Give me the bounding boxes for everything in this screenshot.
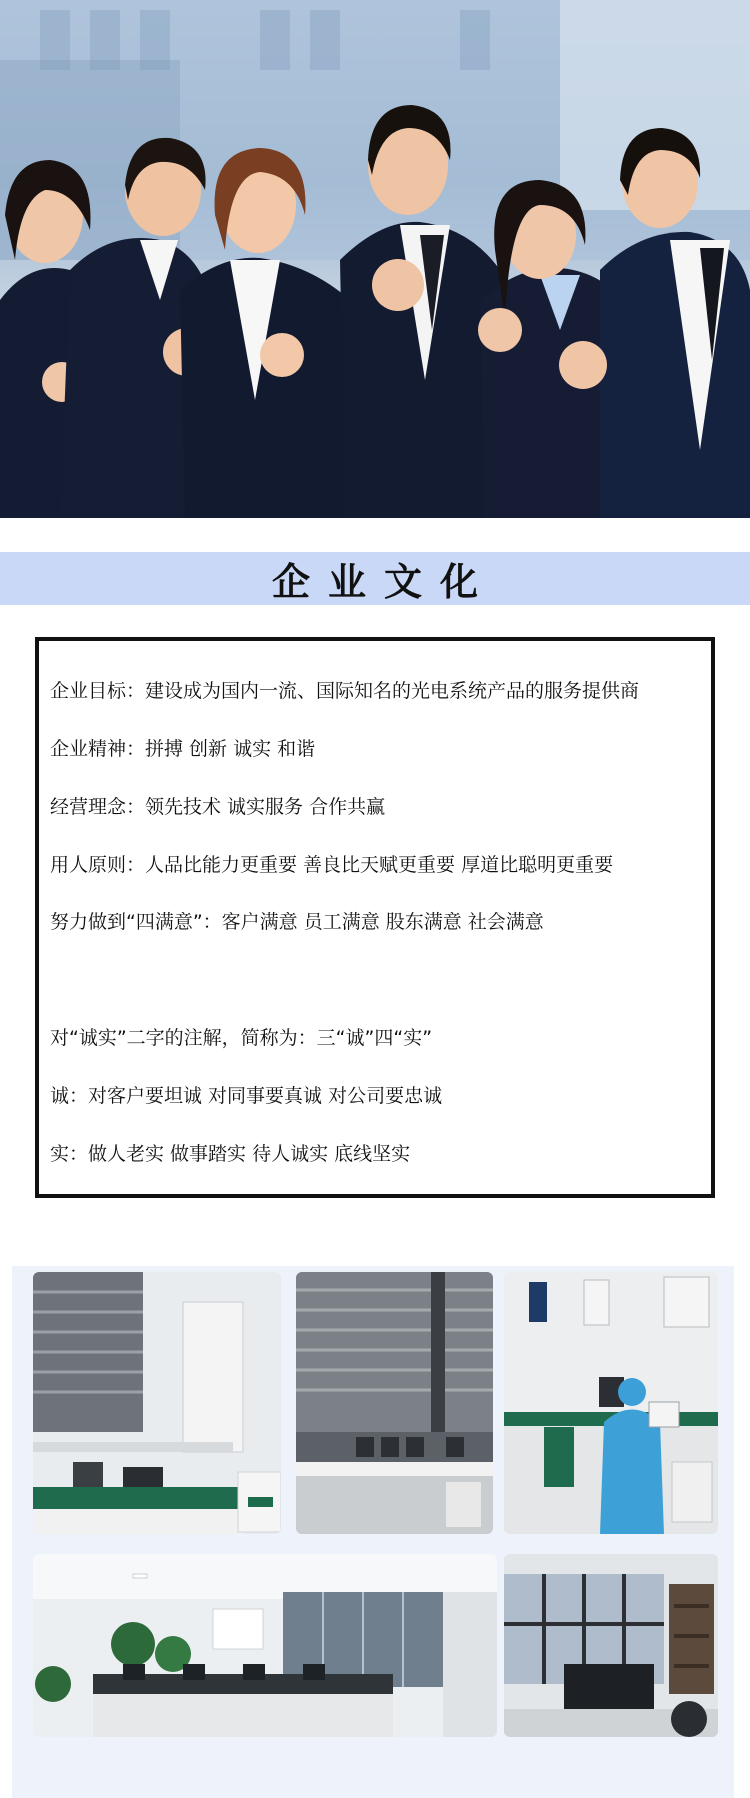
team-photo-icon — [0, 0, 750, 518]
gallery-photo-equipment-room — [504, 1554, 718, 1737]
equipment-room-photo-icon — [504, 1554, 718, 1737]
culture-line-philosophy: 经营理念：领先技术 诚实服务 合作共赢 — [50, 796, 386, 818]
technician-photo-icon — [504, 1272, 718, 1534]
gallery-photo-technician — [504, 1272, 718, 1534]
hero-team-photo — [0, 0, 750, 518]
culture-line-spirit: 企业精神：拼搏 创新 诚实 和谐 — [50, 738, 316, 760]
section-title: 企业文化 — [271, 560, 496, 604]
culture-line-honesty-note: 对“诚实”二字的注解，简称为：三“诚”四“实” — [50, 1027, 433, 1049]
culture-line-four-satisfactions: 努力做到“四满意”：客户满意 员工满意 股东满意 社会满意 — [50, 911, 544, 933]
culture-text-box — [35, 637, 715, 1198]
gallery-photo-lab-bench — [33, 1272, 281, 1534]
culture-line-sincerity: 诚：对客户要坦诚 对同事要真诚 对公司要忠诚 — [50, 1085, 443, 1107]
test-station-photo-icon — [296, 1272, 493, 1534]
culture-line-hiring: 用人原则：人品比能力更重要 善良比天赋更重要 厚道比聪明更重要 — [50, 854, 614, 876]
gallery-photo-open-office — [33, 1554, 497, 1737]
lab-bench-photo-icon — [33, 1272, 281, 1534]
culture-line-reality: 实：做人老实 做事踏实 待人诚实 底线坚实 — [50, 1143, 411, 1165]
section-title-band — [0, 552, 750, 605]
gallery-photo-test-station — [296, 1272, 493, 1534]
culture-line-goal: 企业目标：建设成为国内一流、国际知名的光电系统产品的服务提供商 — [50, 680, 640, 702]
photo-gallery — [12, 1266, 734, 1798]
open-office-photo-icon — [33, 1554, 497, 1737]
